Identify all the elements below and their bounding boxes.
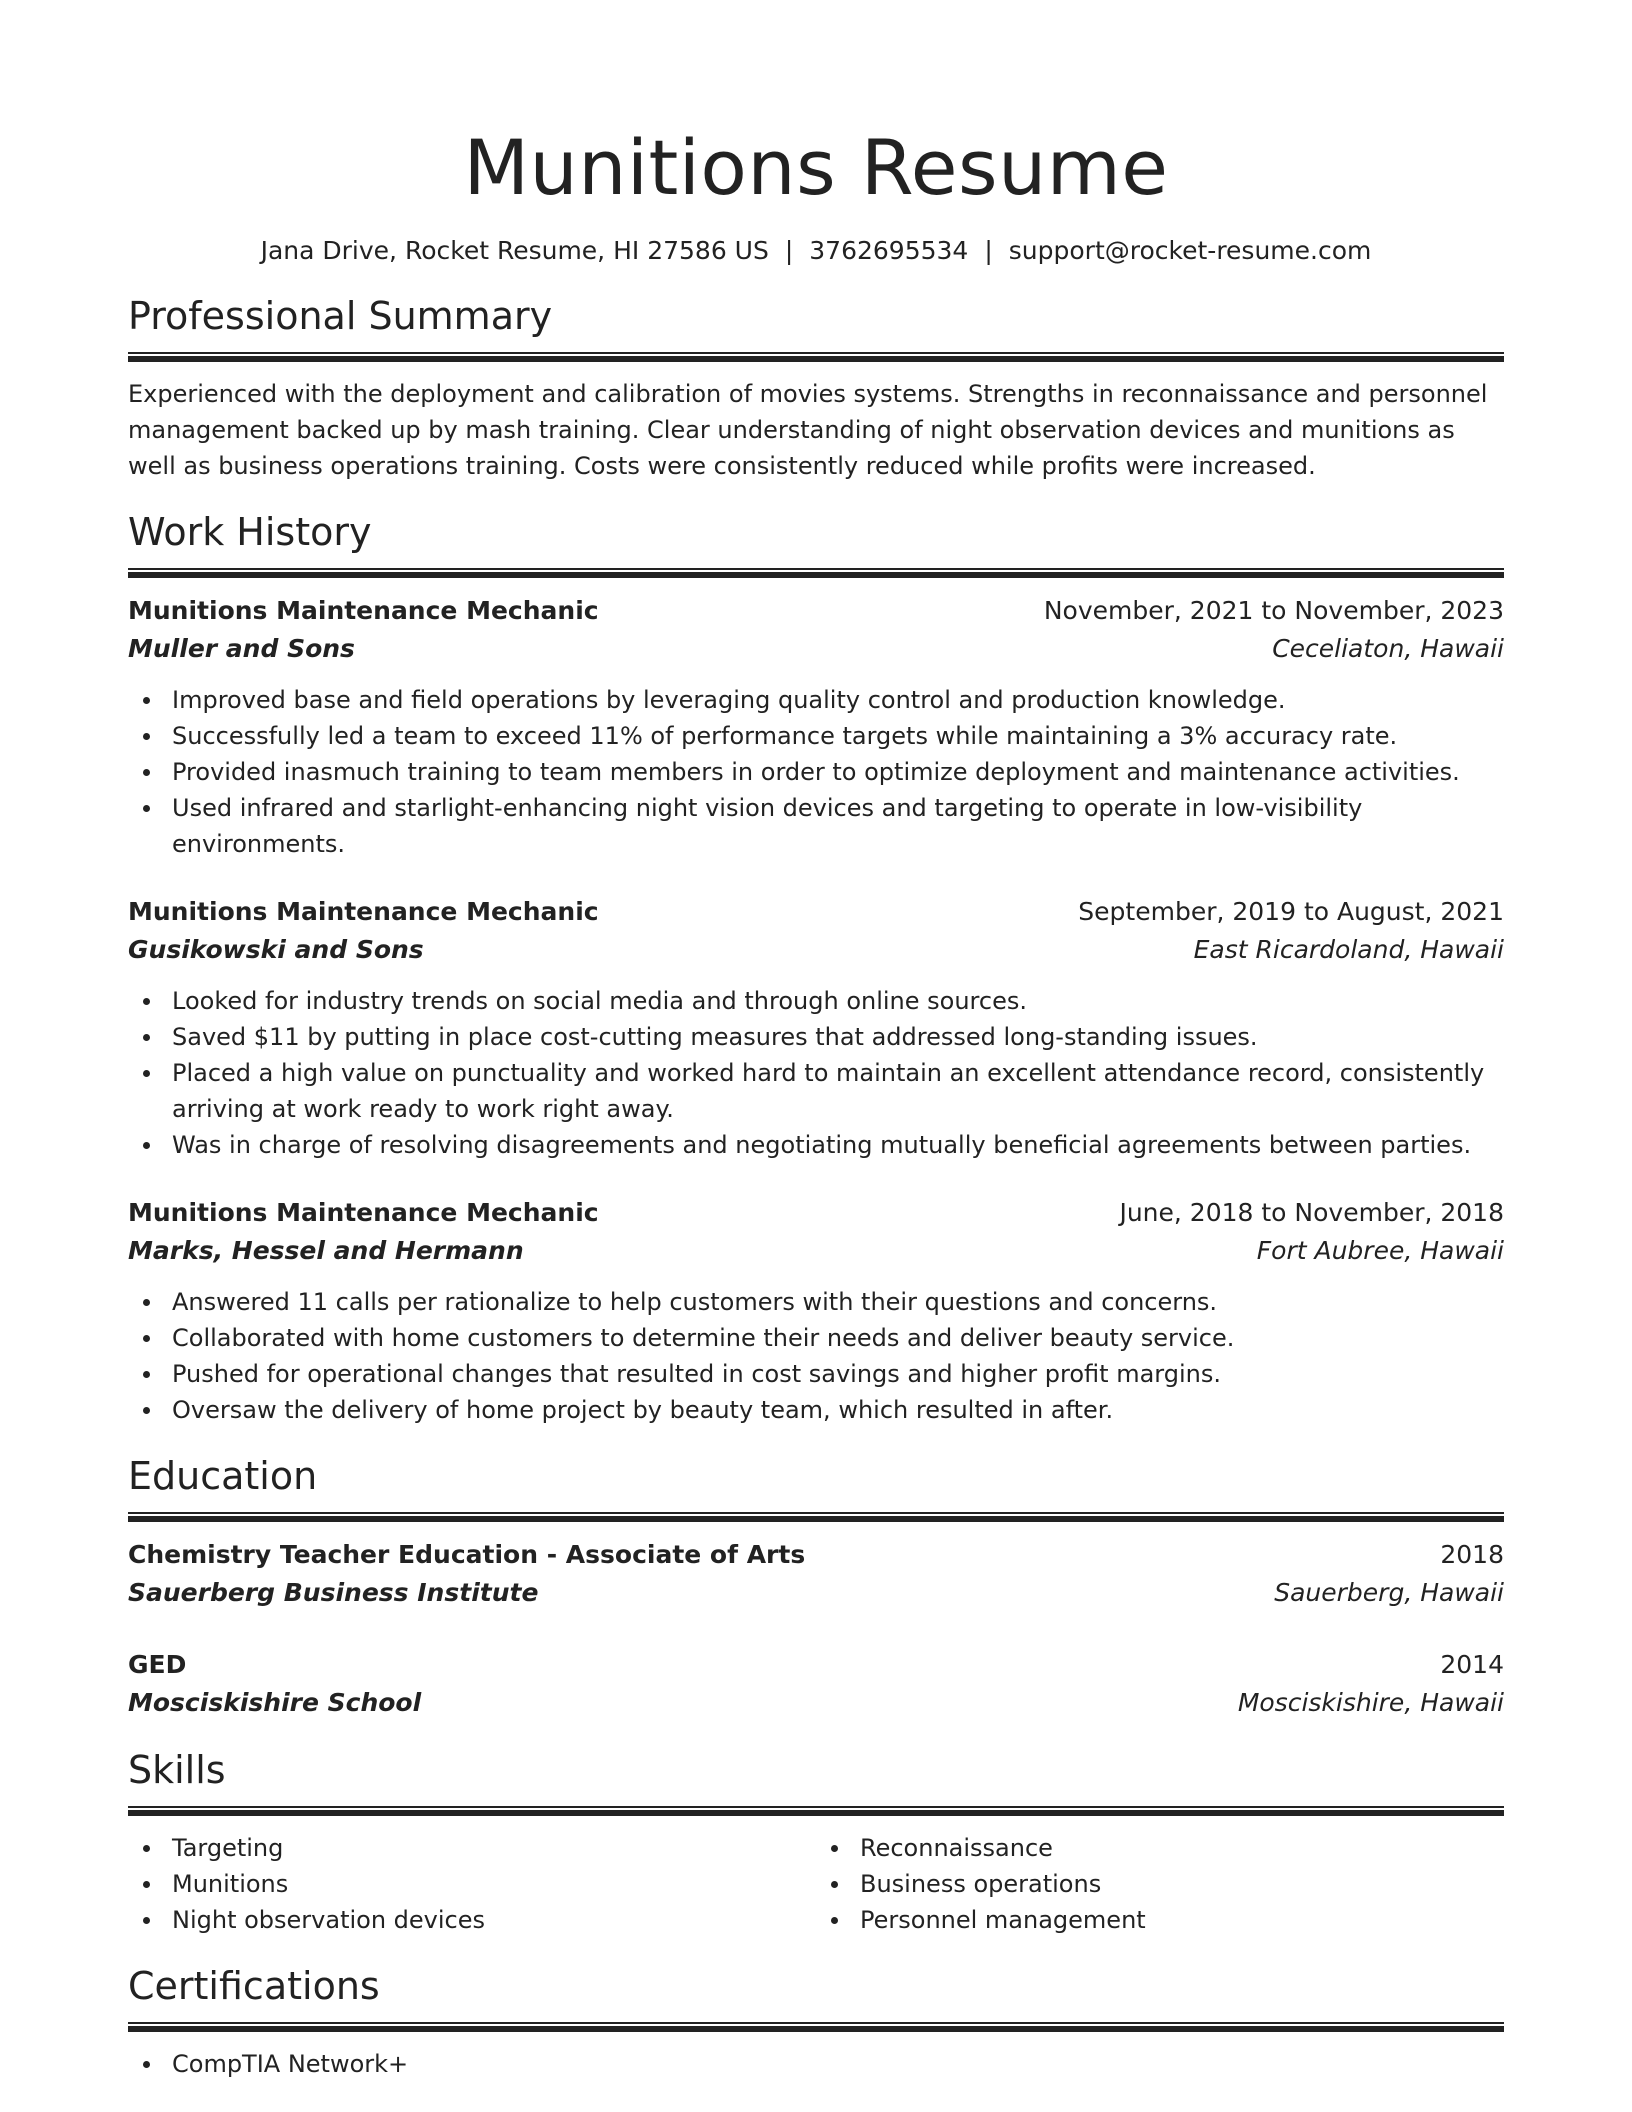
job-dates: November, 2021 to November, 2023 <box>1043 596 1504 625</box>
section-heading: Skills <box>128 1748 226 1792</box>
list-item: Improved base and field operations by leveraging quality control and production knowledge. <box>128 682 1504 718</box>
job-dates: June, 2018 to November, 2018 <box>1119 1198 1504 1227</box>
summary-section <box>128 292 1504 484</box>
list-item: Munitions <box>128 1866 816 1902</box>
contact-email: support@rocket-resume.com <box>1008 236 1372 265</box>
job-bullets <box>128 682 1504 862</box>
list-item: Provided inasmuch training to team members in order to optimize deployment and maintenance activities. <box>128 754 1504 790</box>
job-location: East Ricardoland, Hawaii <box>1193 935 1504 964</box>
list-item: Oversaw the delivery of home project by beauty team, which resulted in after. <box>128 1392 1504 1428</box>
list-item: Successfully led a team to exceed 11% of performance targets while maintaining a 3% accuracy rate. <box>128 718 1504 754</box>
resume-page <box>128 0 1504 2082</box>
skills-list-right <box>816 1830 1504 1938</box>
contact-line <box>128 234 1504 268</box>
list-item: Placed a high value on punctuality and worked hard to maintain an excellent attendance record, consistently arriving at work ready to work right away. <box>128 1055 1504 1127</box>
contact-separator: | <box>784 236 794 265</box>
section-divider <box>128 2022 1504 2032</box>
list-item: Looked for industry trends on social media and through online sources. <box>128 983 1504 1019</box>
education-year: 2018 <box>1440 1540 1504 1569</box>
education-school: Sauerberg Business Institute <box>128 1578 539 1607</box>
job-entry <box>128 1194 1504 1428</box>
list-item: Collaborated with home customers to determine their needs and deliver beauty service. <box>128 1320 1504 1356</box>
section-divider <box>128 1512 1504 1522</box>
education-entry <box>128 1536 1504 1612</box>
job-title: Munitions Maintenance Mechanic <box>128 897 599 926</box>
list-item: Night observation devices <box>128 1902 816 1938</box>
skills-section <box>128 1746 1504 1938</box>
list-item: Personnel management <box>816 1902 1504 1938</box>
job-company: Gusikowski and Sons <box>128 935 424 964</box>
list-item: Was in charge of resolving disagreements and negotiating mutually beneficial agreements between parties. <box>128 1127 1504 1163</box>
page-title: Munitions Resume <box>463 123 1169 212</box>
summary-text: Experienced with the deployment and calibration of movies systems. Strengths in reconnaissance and personnel management backed up by mash training. Clear understanding of night observation devices and munitions as well as business operations training. Costs were consistently reduced while profits were increased. <box>128 380 1488 480</box>
section-divider <box>128 568 1504 578</box>
section-heading: Professional Summary <box>128 294 553 338</box>
section-heading: Certifications <box>128 1964 380 2008</box>
section-heading: Education <box>128 1454 318 1498</box>
contact-address: Jana Drive, Rocket Resume, HI 27586 US <box>260 236 769 265</box>
job-company: Marks, Hessel and Hermann <box>128 1236 524 1265</box>
education-section <box>128 1452 1504 1722</box>
list-item: Saved $11 by putting in place cost-cutting measures that addressed long-standing issues. <box>128 1019 1504 1055</box>
education-location: Mosciskishire, Hawaii <box>1237 1688 1504 1717</box>
skills-list-left <box>128 1830 816 1938</box>
job-title: Munitions Maintenance Mechanic <box>128 1198 599 1227</box>
job-location: Ceceliaton, Hawaii <box>1272 634 1504 663</box>
job-company: Muller and Sons <box>128 634 355 663</box>
job-dates: September, 2019 to August, 2021 <box>1078 897 1504 926</box>
job-title: Munitions Maintenance Mechanic <box>128 596 599 625</box>
job-entry <box>128 893 1504 1163</box>
contact-phone: 3762695534 <box>809 236 969 265</box>
list-item: Used infrared and starlight-enhancing night vision devices and targeting to operate in low-visibility environments. <box>128 790 1504 862</box>
job-bullets <box>128 983 1504 1163</box>
education-year: 2014 <box>1440 1650 1504 1679</box>
work-history-section <box>128 508 1504 1428</box>
job-bullets <box>128 1284 1504 1428</box>
section-divider <box>128 352 1504 362</box>
education-entry <box>128 1646 1504 1722</box>
education-degree: Chemistry Teacher Education - Associate of Arts <box>128 1540 806 1569</box>
section-divider <box>128 1806 1504 1816</box>
education-degree: GED <box>128 1650 187 1679</box>
certifications-list <box>128 2046 1504 2082</box>
list-item: Reconnaissance <box>816 1830 1504 1866</box>
list-item: Targeting <box>128 1830 816 1866</box>
skills-grid <box>128 1830 1504 1938</box>
list-item: Answered 11 calls per rationalize to help customers with their questions and concerns. <box>128 1284 1504 1320</box>
job-location: Fort Aubree, Hawaii <box>1256 1236 1504 1265</box>
list-item: Pushed for operational changes that resulted in cost savings and higher profit margins. <box>128 1356 1504 1392</box>
section-heading: Work History <box>128 510 372 554</box>
job-entry <box>128 592 1504 862</box>
contact-separator: | <box>984 236 993 265</box>
education-location: Sauerberg, Hawaii <box>1274 1578 1504 1607</box>
education-school: Mosciskishire School <box>128 1688 422 1717</box>
list-item: Business operations <box>816 1866 1504 1902</box>
certifications-section <box>128 1962 1504 2082</box>
list-item: CompTIA Network+ <box>128 2046 1504 2082</box>
